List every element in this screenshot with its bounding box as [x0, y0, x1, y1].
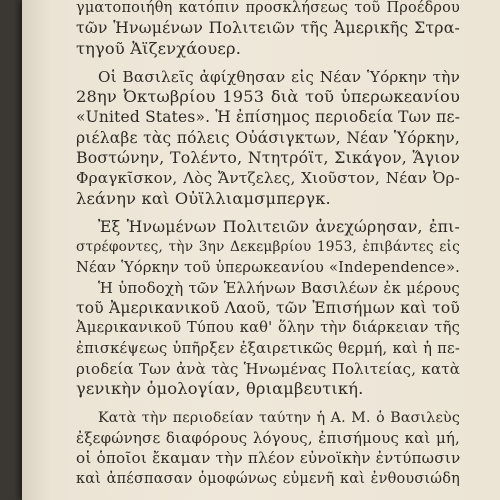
text-line: οἱ ὁποῖοι ἔκαμαν τὴν πλέον εὐνοϊκὴν ἐντύπωσιν	[76, 449, 461, 468]
text-line: καὶ ἀπέσπασαν ὁμοφώνως εὐμενῆ καὶ ἐνθουσιώδη	[76, 470, 460, 487]
text-line: Οἱ Βασιλεῖς ἀφίχθησαν εἰς Νέαν Ὑόρκην τὴν	[98, 67, 460, 86]
text-line: «United States». Ἡ ἐπίσημος περιοδεία Των πε-	[76, 108, 461, 127]
text-line: 28ην Ὀκτωβρίου 1953 διὰ τοῦ ὑπερωκεανίου	[76, 87, 460, 107]
text-line: Ἡ ὑποδοχὴ τῶν Ἑλλήνων Βασιλέων ἐκ μέρους	[98, 278, 460, 297]
text-line: Ἀμερικανικοῦ Τύπου καθ' ὅλην τὴν διάρκειαν τῆς	[76, 319, 460, 337]
text-line: τοῦ Ἀμερικανικοῦ Λαοῦ, τῶν Ἐπισήμων καὶ τοῦ	[76, 299, 460, 318]
text-line: τηγοῦ Ἀϊζενχάουερ.	[76, 38, 242, 58]
paragraph-2	[76, 67, 460, 209]
text-line: στρέφοντες, τὴν 3ην Δεκεμβρίου 1953, ἐπιβάντες εἰς	[76, 239, 460, 256]
text-line: Κατὰ τὴν περιοδείαν ταύτην ἡ Α. Μ. ὁ Βασιλεὺς	[98, 409, 460, 426]
text-line: ριοδεία Των ἀνὰ τὰς Ἡνωμένας Πολιτείας, κατὰ	[76, 360, 460, 379]
text-line: λεάνην καὶ Οὐϊλλιαμσμπεργκ.	[76, 188, 331, 208]
paragraph-1	[76, 0, 460, 59]
text-line: Νέαν Ὑόρκην τοῦ ὑπερωκεανίου «Independence».	[76, 258, 460, 276]
text-line: ριέλαβε τὰς πόλεις Οὐάσιγκτων, Νέαν Ὑόρκην,	[76, 128, 460, 147]
text-line: ἐπισκέψεως ὑπῆρξεν ἐξαιρετικῶς θερμή, καὶ ἡ πε-	[76, 339, 460, 357]
paragraph-5	[76, 408, 460, 489]
text-line: ἐξεφώνησε διαφόρους λόγους, ἐπισήμους καὶ μή,	[76, 428, 460, 447]
paragraph-4	[76, 278, 460, 400]
page-text	[76, 0, 460, 489]
text-line: Βοστώνην, Τολέντο, Ντητρόϊτ, Σικάγον, Ἅγιον	[76, 148, 460, 168]
text-line: γενικὴν ὁμολογίαν, θριαμβευτική.	[76, 379, 364, 399]
text-line: Ἐξ Ἡνωμένων Πολιτειῶν ἀνεχώρησαν, ἐπι-	[98, 216, 460, 236]
book-page	[22, 0, 500, 500]
text-line: τῶν Ἡνωμένων Πολιτειῶν τῆς Ἀμερικῆς Στρα-	[76, 18, 460, 38]
text-line: Φραγκῖσκον, Λὸς Ἄντζελες, Χιοῦστον, Νέαν Ὀρ-	[76, 169, 460, 188]
paragraph-3	[76, 217, 460, 278]
text-line: γματοποιήθη κατόπιν προσκλήσεως τοῦ Προέδρου	[76, 0, 460, 16]
